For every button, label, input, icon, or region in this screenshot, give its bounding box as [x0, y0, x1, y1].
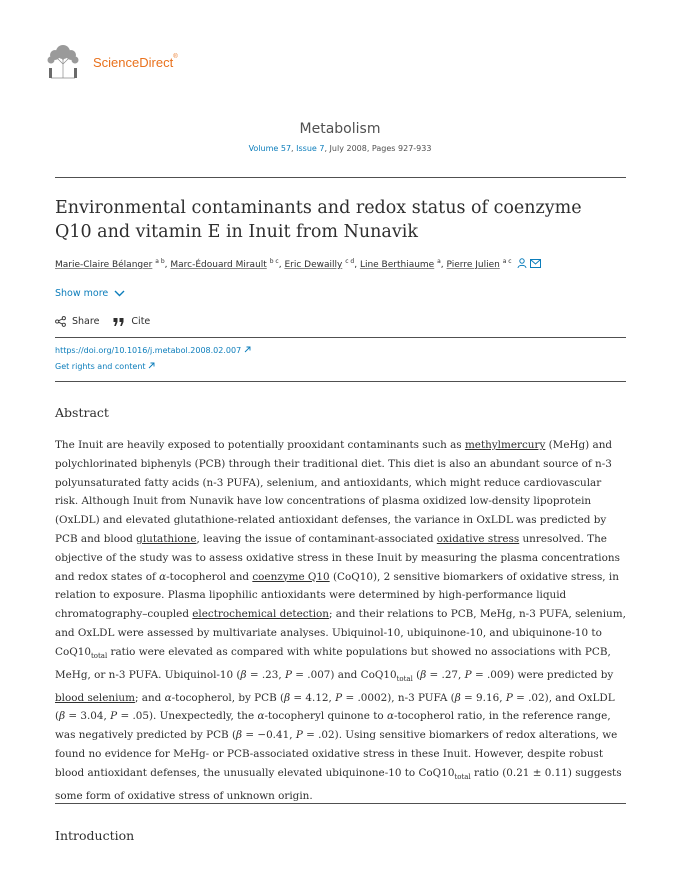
issue-info: Volume 57, Issue 7, July 2008, Pages 927-933: [248, 144, 432, 153]
author-affiliation[interactable]: c d: [345, 258, 355, 265]
author-link[interactable]: Pierre Julien: [446, 260, 500, 270]
show-more-label: Show more: [55, 288, 109, 299]
quote-icon: [113, 317, 125, 327]
author-link[interactable]: Marc-Édouard Mirault: [170, 260, 267, 270]
share-button[interactable]: [55, 316, 99, 327]
divider: [55, 381, 626, 382]
registered-mark: ®: [173, 54, 178, 60]
rights-link[interactable]: [55, 362, 155, 371]
author-affiliation[interactable]: a c: [502, 258, 512, 265]
cite-label: Cite: [131, 316, 151, 327]
brand-name: ScienceDirect: [93, 55, 174, 70]
divider: [55, 803, 626, 804]
term-link[interactable]: coenzyme Q10: [252, 570, 330, 583]
author-list: Marie-Claire Bélanger $^{a b}$, Marc-Édouard Mirault $^{b c}$, Eric Dewailly $^{c d}$, Line Berthiaume $^a$, Pierre Julien $^{a c}$: [55, 258, 626, 271]
abstract-text: The Inuit are heavily exposed to potentially prooxidant contaminants such as methylmercury (MeHg) and polychlorinated biphenyls (PCB) through their traditional diet. This diet is also an abundant source of n-3 polyunsaturated fatty acids (n-3 PUFA), selenium, and antioxidants, which might reduce cardiovascular risk. Although Inuit from Nunavik have low concentrations of plasma oxidized low-density lipoprotein (OxLDL) and elevated glutathione-related antioxidant defenses, the variance in OxLDL was predicted by PCB and blood glutathione, leaving the issue of contaminant-associated oxidative stress unresolved. The objective of the study was to assess oxidative stress in these Inuit by measuring the plasma concentrations and redox states of α-tocopherol and coenzyme Q10 (CoQ10), 2 sensitive biomarkers of oxidative stress, in relation to exposure. Plasma lipophilic antioxidants were determined by high-performance liquid chromatography–coupled electrochemical detection; and their relations to PCB, MeHg, n-3 PUFA, selenium, and OxLDL were assessed by multivariate analyses. Ubiquinol-10, ubiquinone-10, and ubiquinone-10 to $CoQ10_{total}$ ratio were elevated as compared with white populations but showed no associations with PCB, MeHg, or n-3 PUFA. Ubiquinol-10 (β = .23, P = .007) and $CoQ10_{total}$ (β = .27, P = .009) were predicted by blood selenium; and α-tocopherol, by PCB (β = 4.12, P = .0002), n-3 PUFA (β = 9.16, P = .02), and OxLDL (β = 3.04, P = .05). Unexpectedly, the α-tocopheryl quinone to α-tocopherol ratio, in the reference range, was negatively predicted by PCB (β = −0.41, P = .02). Using sensitive biomarkers of redox alterations, we found no evidence for MeHg- or PCB-associated oxidative stress in these Inuit. However, despite robust blood antioxidant defenses, the unusually elevated ubiquinone-10 to $CoQ10_{total}$ ratio (0.21 ± 0.11) suggests some form of oxidative stress of unknown origin.: [55, 439, 626, 802]
email-icon[interactable]: [530, 259, 541, 271]
abstract-heading: Abstract: [55, 405, 109, 420]
term-link[interactable]: glutathione: [136, 532, 197, 545]
term-link[interactable]: methylmercury: [464, 439, 546, 451]
show-more-button[interactable]: [55, 288, 125, 299]
external-link-icon: [244, 346, 251, 353]
term-link[interactable]: electrochemical detection: [192, 608, 329, 621]
term-link[interactable]: blood selenium: [55, 691, 135, 704]
elsevier-logo[interactable]: [43, 42, 83, 80]
date-pages: , July 2008, Pages 927-933: [324, 144, 432, 153]
doi-text: https://doi.org/10.1016/j.metabol.2008.02.007: [55, 346, 242, 355]
divider: [55, 177, 626, 178]
cite-button[interactable]: [113, 316, 150, 327]
term-link[interactable]: oxidative stress: [436, 532, 520, 545]
author-affiliation[interactable]: b c: [269, 258, 279, 265]
external-link-icon: [148, 362, 155, 369]
author-affiliation[interactable]: a: [437, 258, 441, 265]
sciencedirect-logo-text[interactable]: [93, 55, 178, 70]
journal-title[interactable]: Metabolism: [299, 121, 381, 137]
author-link[interactable]: Eric Dewailly: [284, 260, 343, 270]
rights-text: Get rights and content: [55, 362, 146, 371]
share-icon: [55, 316, 66, 327]
elsevier-tree-icon: [43, 42, 83, 80]
author-link[interactable]: Line Berthiaume: [359, 260, 435, 270]
author-affiliation[interactable]: a b: [155, 258, 165, 265]
share-cite-bar: [55, 316, 164, 327]
author-link[interactable]: Marie-Claire Bélanger: [55, 260, 153, 270]
divider: [55, 337, 626, 338]
introduction-heading: Introduction: [55, 828, 135, 843]
article-title: Environmental contaminants and redox status of coenzyme Q10 and vitamin E in Inuit from Nunavik: [55, 198, 582, 242]
chevron-down-icon: [114, 290, 125, 297]
doi-link[interactable]: [55, 346, 251, 355]
share-label: Share: [72, 316, 100, 327]
person-icon[interactable]: [517, 258, 527, 271]
volume-link[interactable]: Volume 57: [248, 144, 292, 153]
issue-link[interactable]: Issue 7: [296, 144, 325, 153]
